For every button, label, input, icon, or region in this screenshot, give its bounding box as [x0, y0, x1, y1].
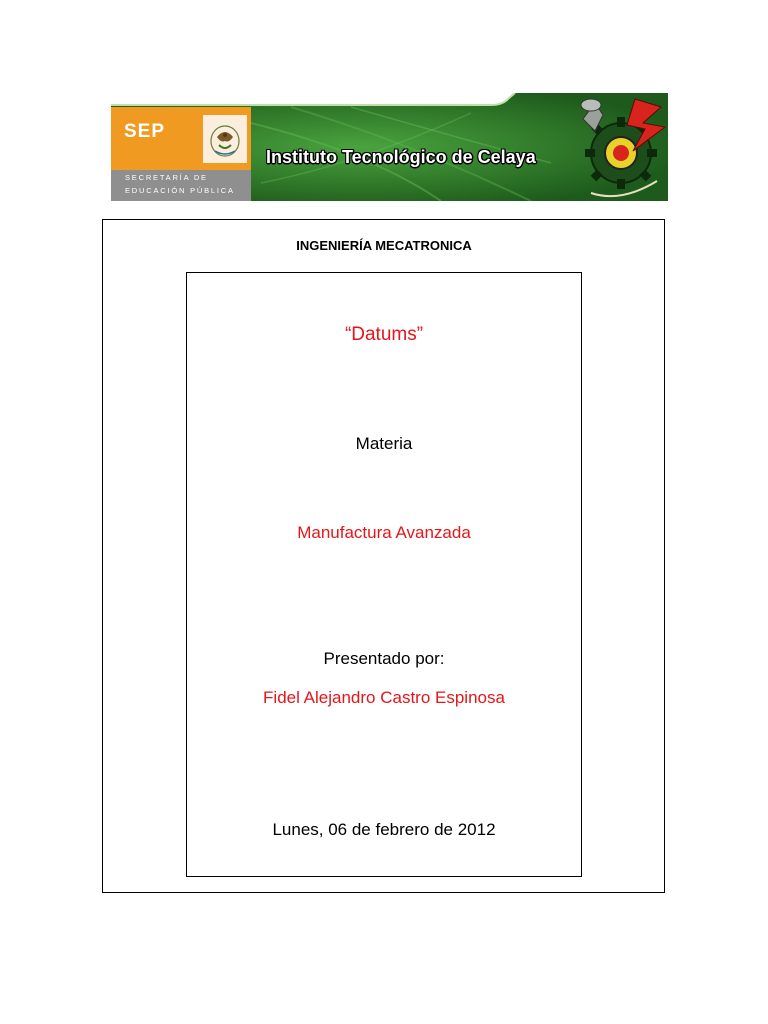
career-heading: INGENIERÍA MECATRONICA — [296, 238, 472, 253]
subject-name: Manufactura Avanzada — [297, 523, 471, 542]
document-title: “Datums” — [344, 324, 424, 345]
document-date: Lunes, 06 de febrero de 2012 — [272, 820, 496, 839]
cover-inner-frame — [186, 272, 582, 877]
itc-gear-logo-icon — [577, 93, 668, 201]
subject-label: Materia — [355, 434, 413, 453]
presented-by-label: Presentado por: — [323, 649, 445, 668]
institute-name: Instituto Tecnológico de Celaya — [266, 147, 536, 167]
sep-acronym: SEP — [124, 121, 166, 142]
sep-logo — [111, 107, 251, 201]
sep-subtitle-line1: SECRETARÍA DE — [125, 173, 208, 182]
sep-subtitle-line2: EDUCACIÓN PÚBLICA — [125, 186, 235, 195]
mexican-coat-of-arms-icon — [203, 115, 247, 163]
author-name: Fidel Alejandro Castro Espinosa — [263, 688, 505, 707]
header-banner — [111, 93, 668, 201]
